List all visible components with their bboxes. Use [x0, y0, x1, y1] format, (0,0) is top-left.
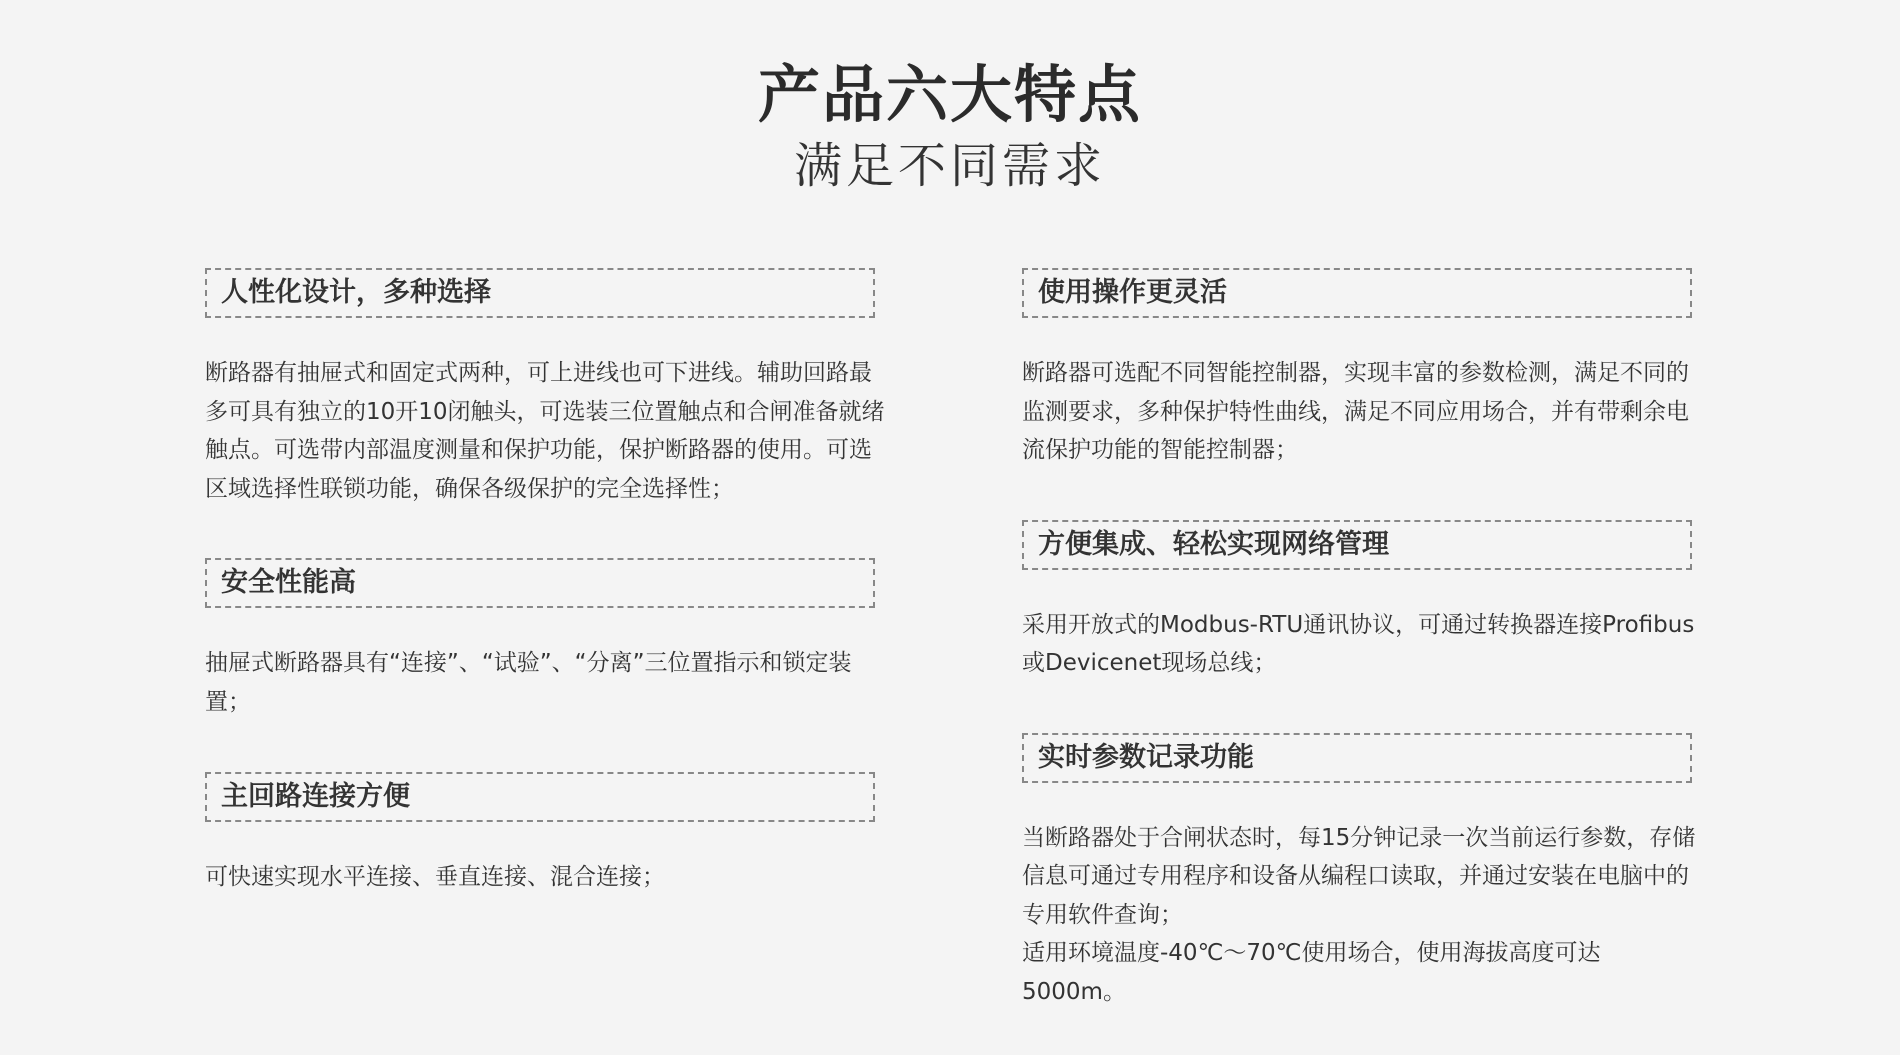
feature-realtime-recording [1022, 733, 1702, 1012]
feature-description [205, 644, 885, 721]
feature-paragraph: 适用环境温度-40℃～70℃使用场合，使用海拔高度可达5000m。 [1022, 940, 1601, 1005]
feature-title: 主回路连接方便 [205, 772, 875, 822]
feature-title: 方便集成、轻松实现网络管理 [1022, 520, 1692, 570]
feature-high-safety [205, 558, 885, 721]
page-title: 产品六大特点 [757, 58, 1142, 131]
feature-flexible-operation [1022, 268, 1702, 470]
feature-paragraph: 断路器可选配不同智能控制器，实现丰富的参数检测，满足不同的监测要求，多种保护特性曲线，满足不同应用场合，并有带剩余电流保护功能的智能控制器； [1022, 360, 1689, 463]
feature-humanized-design [205, 268, 885, 508]
feature-paragraph: 断路器有抽屉式和固定式两种，可上进线也可下进线。辅助回路最多可具有独立的10开10闭触头，可选装三位置触点和合闸准备就绪触点。可选带内部温度测量和保护功能，保护断路器的使用。可选区域选择性联锁功能，确保各级保护的完全选择性； [205, 360, 885, 502]
feature-paragraph: 抽屉式断路器具有“连接”、“试验”、“分离”三位置指示和锁定装置； [205, 650, 852, 715]
feature-main-circuit-connection [205, 772, 885, 897]
feature-paragraph: 当断路器处于合闸状态时，每15分钟记录一次当前运行参数，存储信息可通过专用程序和设备从编程口读取，并通过安装在电脑中的专用软件查询； [1022, 824, 1696, 928]
feature-title: 人性化设计，多种选择 [205, 268, 875, 318]
feature-paragraph: 可快速实现水平连接、垂直连接、混合连接； [205, 864, 665, 890]
feature-network-integration [1022, 520, 1702, 683]
feature-description [1022, 354, 1702, 470]
feature-title: 安全性能高 [205, 558, 875, 608]
left-feature-column [205, 268, 885, 897]
page-subtitle: 满足不同需求 [793, 138, 1106, 194]
feature-title: 使用操作更灵活 [1022, 268, 1692, 318]
right-feature-column [1022, 268, 1702, 1011]
feature-description [205, 858, 885, 897]
feature-title: 实时参数记录功能 [1022, 733, 1692, 783]
page-header [0, 55, 1900, 197]
feature-description [1022, 819, 1702, 1012]
feature-paragraph: 采用开放式的Modbus-RTU通讯协议，可通过转换器连接Profibus或Devicenet现场总线； [1022, 611, 1695, 676]
feature-description [1022, 606, 1702, 683]
feature-description [205, 354, 885, 508]
